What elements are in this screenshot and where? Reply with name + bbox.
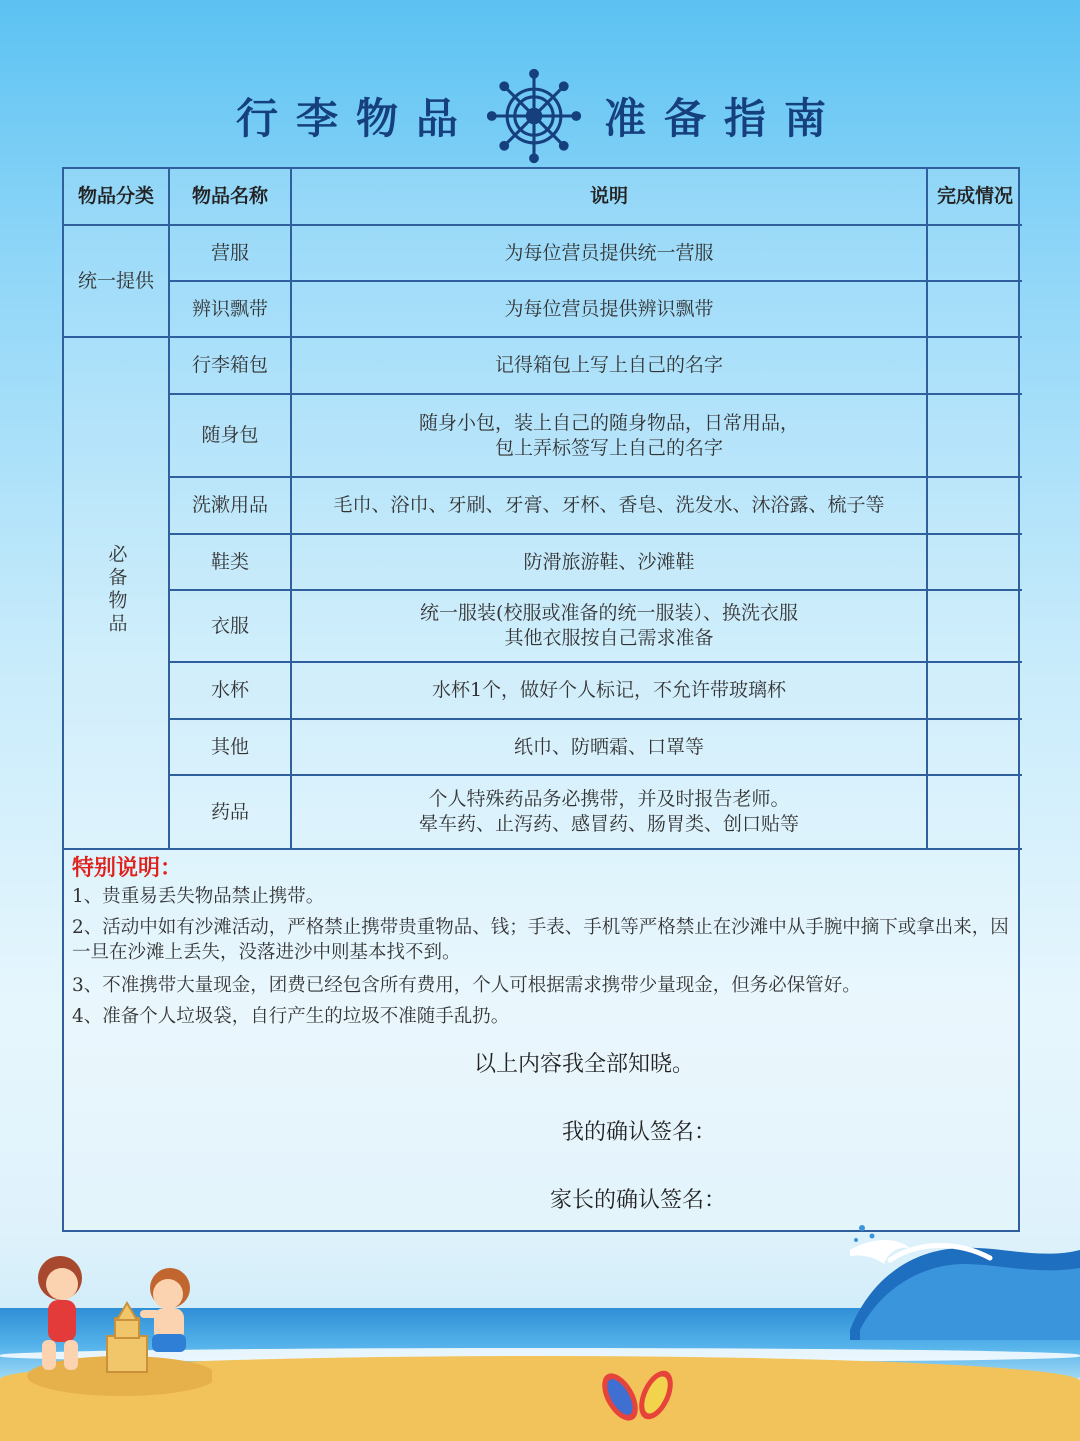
item-name: 行李箱包 bbox=[169, 337, 291, 394]
note-item: 3、不准携带大量现金，团费已经包含所有费用，个人可根据需求携带少量现金，但务必保管好。 bbox=[72, 975, 861, 996]
note-item: 1、贵重易丢失物品禁止携带。 bbox=[72, 886, 325, 907]
table-header-row bbox=[64, 169, 1022, 225]
header-category: 物品分类 bbox=[64, 169, 169, 225]
item-description: 纸巾、防晒霜、口罩等 bbox=[291, 719, 927, 775]
table-row bbox=[64, 337, 1022, 394]
table-row bbox=[64, 394, 1022, 477]
status-cell[interactable] bbox=[927, 719, 1022, 775]
header-status: 完成情况 bbox=[927, 169, 1022, 225]
notes-title: 特别说明： bbox=[72, 856, 183, 881]
note-item: 4、准备个人垃圾袋，自行产生的垃圾不准随手乱扔。 bbox=[72, 1006, 510, 1027]
item-description: 记得箱包上写上自己的名字 bbox=[291, 337, 927, 394]
item-name: 其他 bbox=[169, 719, 291, 775]
item-name: 营服 bbox=[169, 225, 291, 281]
status-cell[interactable] bbox=[927, 394, 1022, 477]
status-cell[interactable] bbox=[927, 281, 1022, 337]
flip-flops bbox=[590, 1365, 690, 1425]
item-name: 随身包 bbox=[169, 394, 291, 477]
status-cell[interactable] bbox=[927, 477, 1022, 534]
table-row bbox=[64, 775, 1022, 849]
category-cell bbox=[64, 337, 169, 849]
table-row bbox=[64, 225, 1022, 281]
item-description: 为每位营员提供统一营服 bbox=[291, 225, 927, 281]
item-description: 统一服装(校服或准备的统一服装）、换洗衣服 其他衣服按自己需求准备 bbox=[291, 590, 927, 662]
page-title bbox=[0, 66, 1080, 166]
self-signature-label: 我的确认签名： bbox=[562, 1120, 717, 1145]
item-name: 药品 bbox=[169, 775, 291, 849]
item-name: 鞋类 bbox=[169, 534, 291, 590]
status-cell[interactable] bbox=[927, 662, 1022, 719]
item-description: 为每位营员提供辨识飘带 bbox=[291, 281, 927, 337]
ship-wheel-icon bbox=[486, 68, 582, 164]
table-row bbox=[64, 719, 1022, 775]
category-cell: 统一提供 bbox=[64, 225, 169, 337]
item-description: 随身小包，装上自己的随身物品，日常用品， 包上弄标签写上自己的名字 bbox=[291, 394, 927, 477]
item-name: 水杯 bbox=[169, 662, 291, 719]
parent-signature-label: 家长的确认签名： bbox=[550, 1188, 727, 1213]
note-item: 2、活动中如有沙滩活动，严格禁止携带贵重物品、钱；手表、手机等严格禁止在沙滩中从手腕中摘下或拿出来，因一旦在沙滩上丢失，没落进沙中则基本找不到。 bbox=[72, 917, 1009, 963]
item-description: 水杯1个，做好个人标记，不允许带玻璃杯 bbox=[291, 662, 927, 719]
status-cell[interactable] bbox=[927, 225, 1022, 281]
item-name: 辨识飘带 bbox=[169, 281, 291, 337]
item-description: 防滑旅游鞋、沙滩鞋 bbox=[291, 534, 927, 590]
title-left: 行李物品 bbox=[235, 94, 476, 143]
status-cell[interactable] bbox=[927, 534, 1022, 590]
status-cell[interactable] bbox=[927, 590, 1022, 662]
table-row bbox=[64, 477, 1022, 534]
confirm-statement: 以上内容我全部知晓。 bbox=[474, 1052, 695, 1077]
table-row bbox=[64, 662, 1022, 719]
item-name: 衣服 bbox=[169, 590, 291, 662]
special-notes bbox=[64, 850, 1018, 1029]
checklist-table bbox=[64, 169, 1022, 850]
status-cell[interactable] bbox=[927, 337, 1022, 394]
item-description: 个人特殊药品务必携带，并及时报告老师。 晕车药、止泻药、感冒药、肠胃类、创口贴等 bbox=[291, 775, 927, 849]
table-row bbox=[64, 534, 1022, 590]
ocean-wave bbox=[850, 1220, 1080, 1340]
status-cell[interactable] bbox=[927, 775, 1022, 849]
kids-building-sandcastle bbox=[12, 1248, 212, 1398]
title-right: 准备指南 bbox=[604, 94, 845, 143]
table-row bbox=[64, 590, 1022, 662]
header-description: 说明 bbox=[291, 169, 927, 225]
category-label: 必备物品 bbox=[105, 543, 128, 636]
item-name: 洗漱用品 bbox=[169, 477, 291, 534]
table-row bbox=[64, 281, 1022, 337]
header-item-name: 物品名称 bbox=[169, 169, 291, 225]
item-description: 毛巾、浴巾、牙刷、牙膏、牙杯、香皂、洗发水、沐浴露、梳子等 bbox=[291, 477, 927, 534]
checklist-sheet bbox=[62, 167, 1020, 1232]
